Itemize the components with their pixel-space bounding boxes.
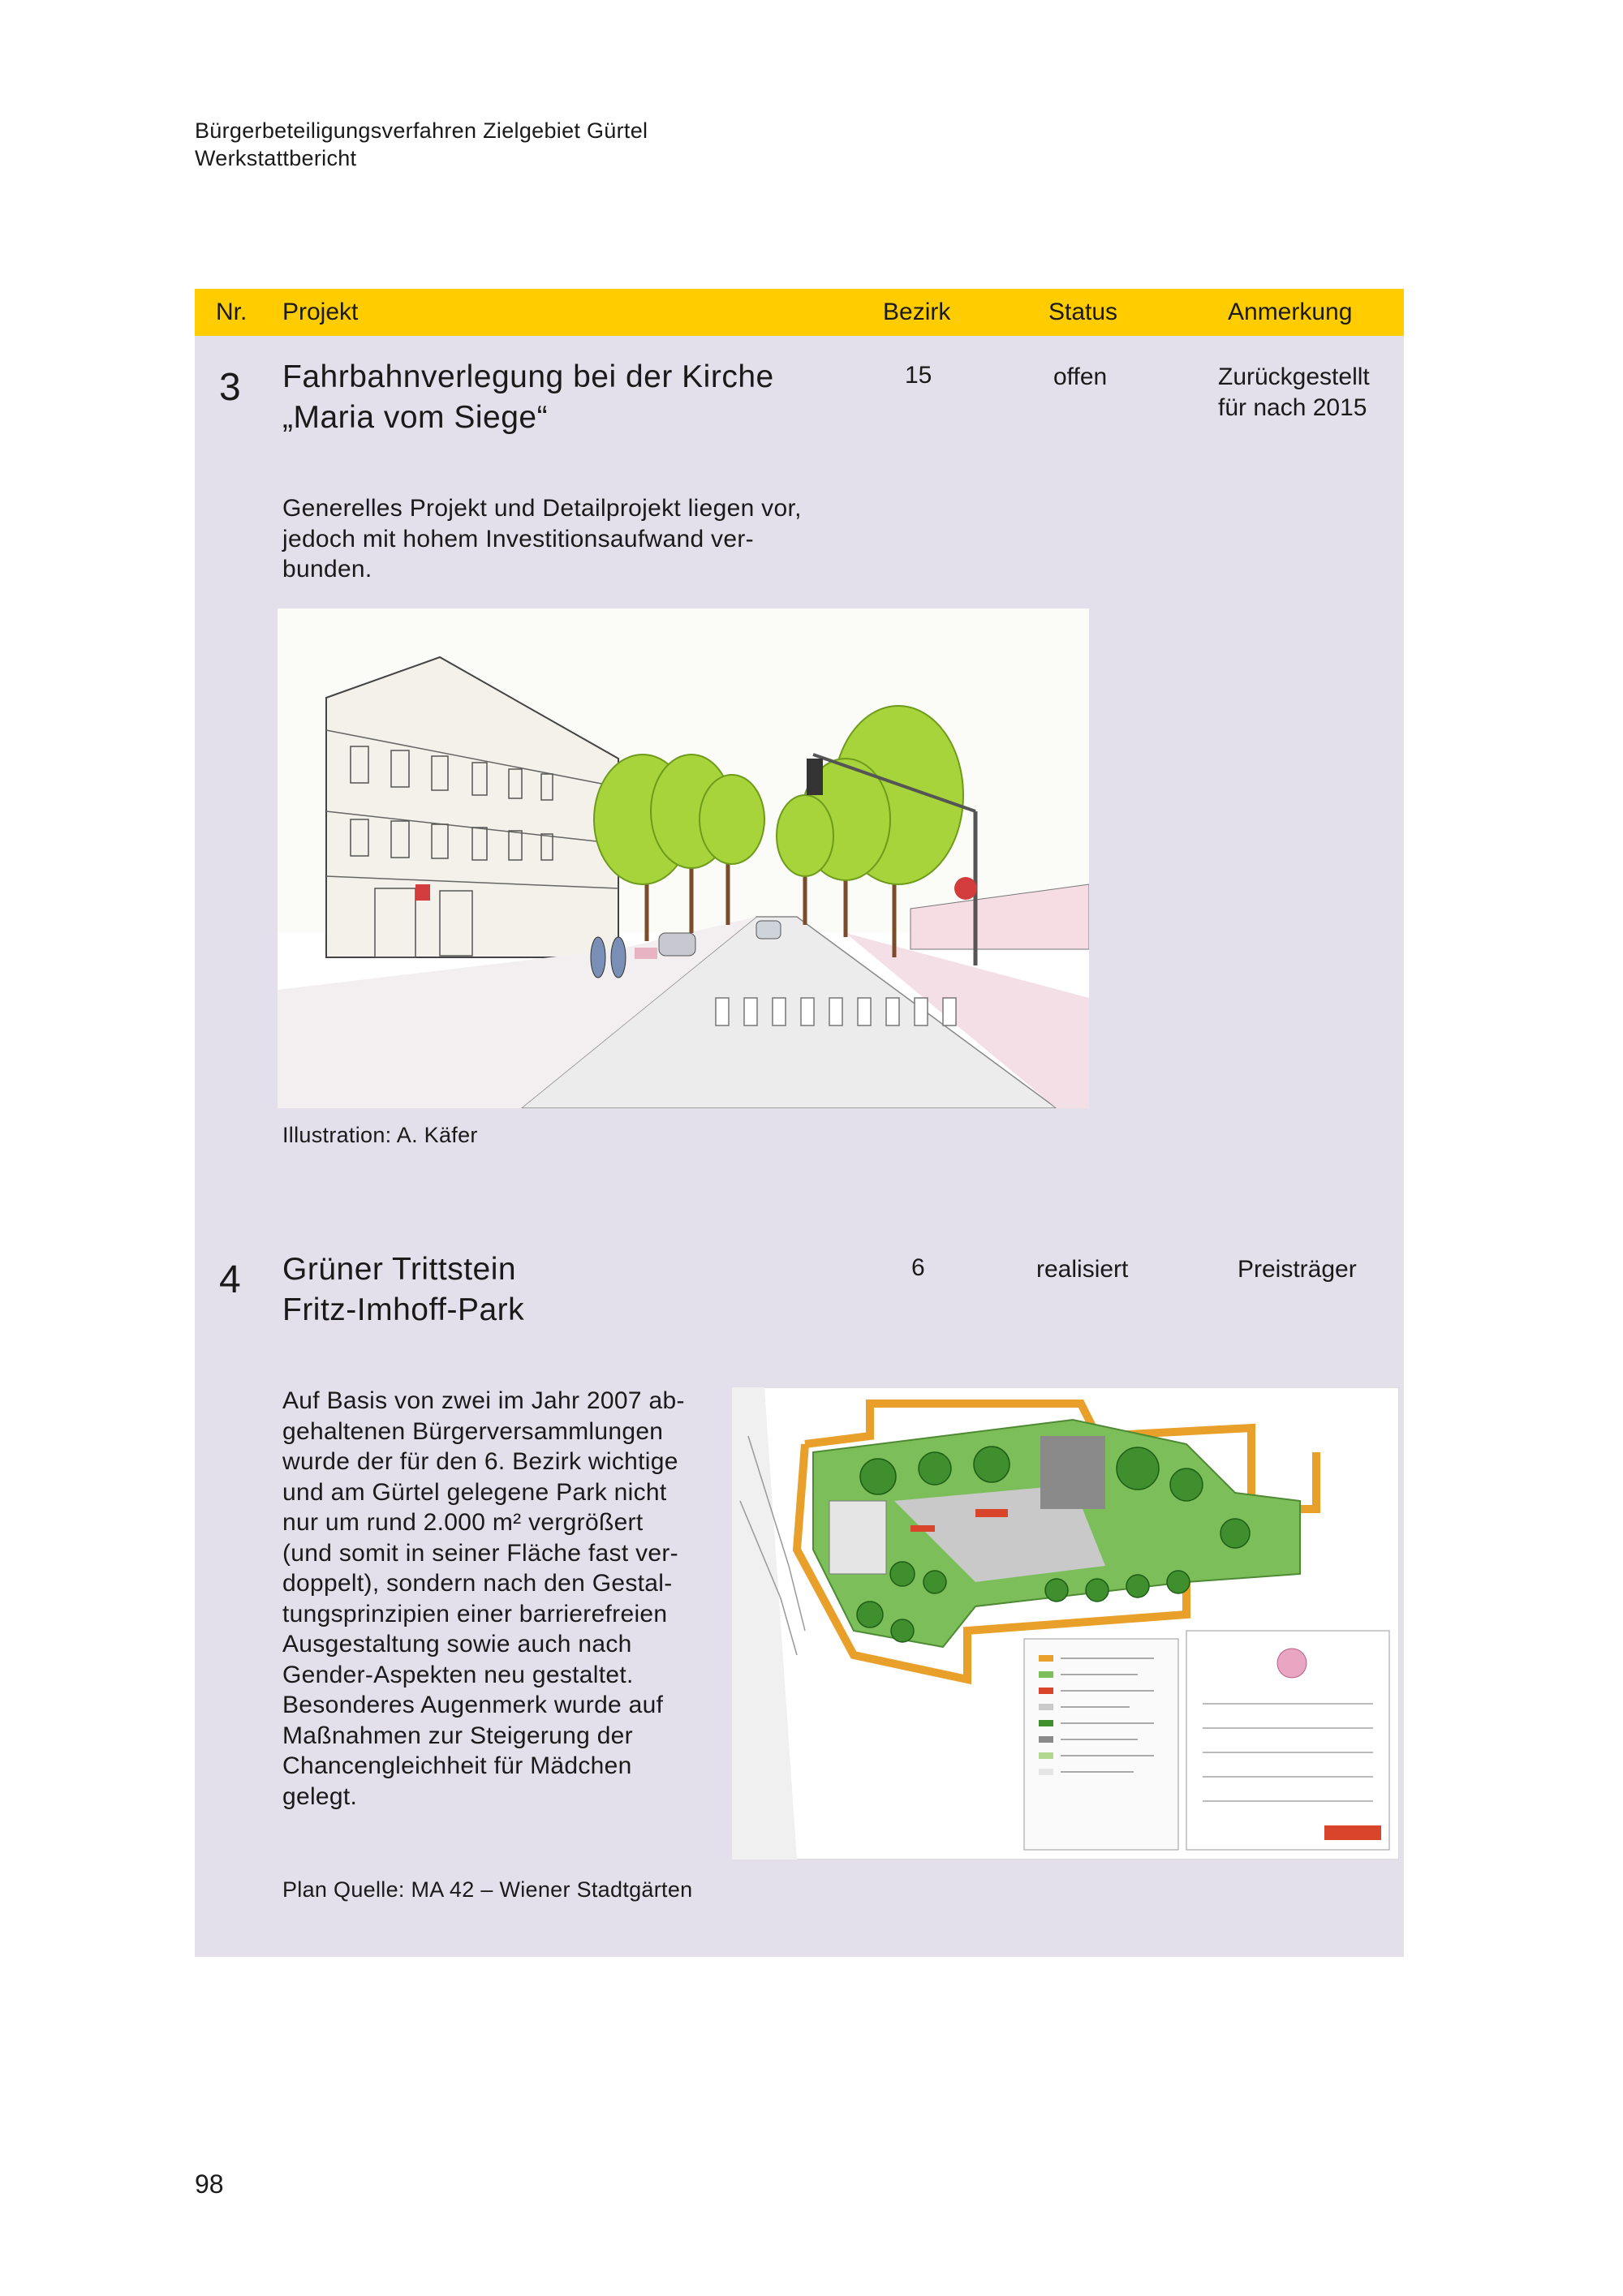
col-header-anmerkung: Anmerkung: [1228, 299, 1353, 325]
project-4-description: [282, 1386, 721, 1812]
project-3-title: [282, 357, 883, 438]
project-4-caption: Plan Quelle: MA 42 – Wiener Stadtgärten: [282, 1877, 693, 1902]
table-body: [195, 336, 1404, 1957]
project-3-anmerkung-line2: für nach 2015: [1218, 394, 1367, 421]
project-3-description-line: bunden.: [282, 556, 372, 583]
project-4-title-line2: Fritz-Imhoff-Park: [282, 1292, 525, 1327]
col-header-nr: Nr.: [216, 299, 248, 325]
project-4-description-line: Besonderes Augenmerk wurde auf: [282, 1692, 664, 1718]
project-3-bezirk: 15: [905, 362, 932, 389]
page-number: 98: [195, 2169, 224, 2199]
project-4-description-line: Ausgestaltung sowie auch nach: [282, 1631, 632, 1658]
project-4-number: 4: [219, 1258, 241, 1301]
project-4-description-line: doppelt), sondern nach den Gestal-: [282, 1570, 673, 1597]
project-4-description-line: nur um rund 2.000 m² vergrößert: [282, 1509, 644, 1536]
project-3-description: [282, 493, 899, 585]
running-header-title: Bürgerbeteiligungsverfahren Zielgebiet Gürtel: [195, 118, 648, 143]
project-4-description-line: tungsprinzipien einer barrierefreien: [282, 1600, 668, 1627]
table-header-row: [195, 289, 1404, 336]
project-3-anmerkung-line1: Zurückgestellt: [1218, 363, 1370, 390]
park-plan-image: [732, 1387, 1399, 1860]
project-4-description-line: Auf Basis von zwei im Jahr 2007 ab-: [282, 1387, 685, 1414]
project-3-anmerkung: [1218, 362, 1370, 424]
col-header-bezirk: Bezirk: [883, 299, 951, 325]
project-4-title-line1: Grüner Trittstein: [282, 1252, 517, 1287]
project-4-description-line: (und somit in seiner Fläche fast ver-: [282, 1539, 678, 1567]
project-4-bezirk: 6: [911, 1254, 925, 1281]
project-3-title-line2: „Maria vom Siege“: [282, 400, 549, 435]
project-3-description-line: jedoch mit hohem Investitionsaufwand ver-: [282, 525, 754, 553]
project-3-status: offen: [1053, 363, 1108, 390]
project-3-caption: Illustration: A. Käfer: [282, 1123, 478, 1147]
col-header-status: Status: [1048, 299, 1118, 325]
project-4-status: realisiert: [1036, 1256, 1129, 1283]
running-header-subtitle: Werkstattbericht: [195, 146, 357, 170]
project-3-number: 3: [219, 366, 241, 409]
col-header-projekt: Projekt: [282, 299, 359, 325]
project-4-description-line: Gender-Aspekten neu gestaltet.: [282, 1661, 634, 1688]
project-4-description-line: Chancengleichheit für Mädchen: [282, 1752, 632, 1779]
project-4-description-line: gehaltenen Bürgerversammlungen: [282, 1417, 664, 1445]
project-4-description-line: wurde der für den 6. Bezirk wichtige: [282, 1448, 678, 1475]
street-illustration: [278, 608, 1089, 1108]
project-4-description-line: und am Gürtel gelegene Park nicht: [282, 1478, 667, 1506]
project-3-title-line1: Fahrbahnverlegung bei der Kirche: [282, 359, 774, 394]
project-4-description-line: Maßnahmen zur Steigerung der: [282, 1722, 633, 1749]
project-3-description-line: Generelles Projekt und Detailprojekt liegen vor,: [282, 495, 802, 522]
project-4-description-line: gelegt.: [282, 1782, 358, 1810]
project-4-title: [282, 1249, 883, 1331]
project-4-anmerkung: Preisträger: [1238, 1256, 1357, 1283]
